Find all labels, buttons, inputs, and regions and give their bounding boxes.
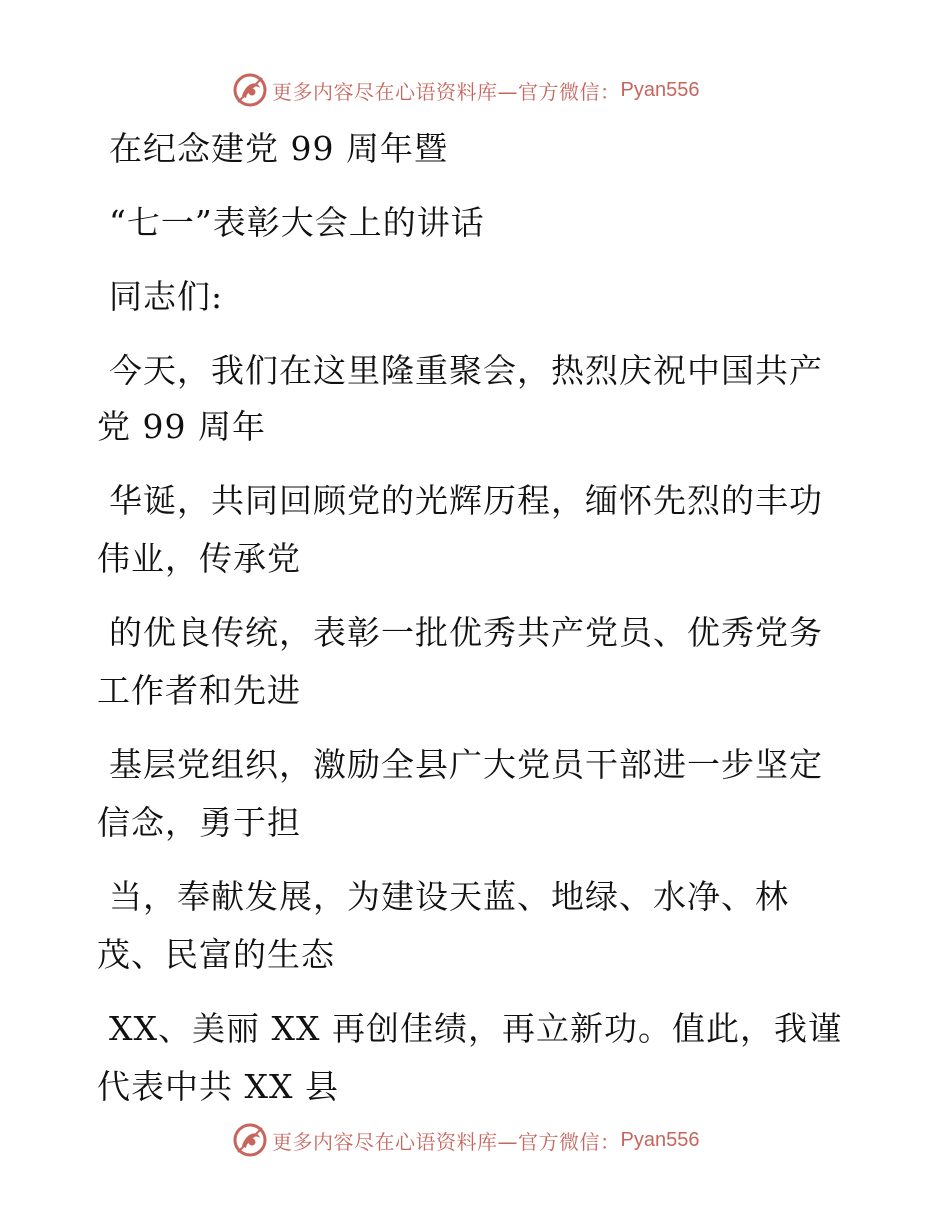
doc-line-13: XX、美丽 XX 再创佳绩，再立新功。值此，我谨 bbox=[109, 1009, 842, 1048]
banner-wechat-id: Pyan556 bbox=[620, 1128, 700, 1151]
doc-line-5: 华诞，共同回顾党的光辉历程，缅怀先烈的丰功 bbox=[109, 481, 823, 520]
banner-wechat-id: Pyan556 bbox=[620, 78, 700, 101]
red-swirl-logo-icon bbox=[232, 1122, 268, 1158]
banner-text: 更多内容尽在心语资料库—官方微信： bbox=[272, 1129, 621, 1154]
doc-line-9: 基层党组织，激励全县广大党员干部进一步坚定 bbox=[109, 745, 823, 784]
doc-line-10: 信念，勇于担 bbox=[97, 803, 301, 842]
doc-line-8: 工作者和先进 bbox=[97, 671, 301, 710]
doc-line-14: 代表中共 XX 县 bbox=[97, 1067, 339, 1106]
doc-line-salutation: 同志们: bbox=[109, 277, 224, 316]
doc-line-3: 今天，我们在这里隆重聚会，热烈庆祝中国共产 bbox=[109, 351, 823, 390]
red-swirl-logo-icon bbox=[232, 72, 268, 108]
doc-line-title-2: “七一”表彰大会上的讲话 bbox=[109, 203, 485, 242]
doc-line-title-1: 在纪念建党 99 周年暨 bbox=[109, 129, 448, 168]
header-banner[interactable] bbox=[232, 70, 699, 110]
doc-line-4: 党 99 周年 bbox=[97, 407, 266, 446]
footer-banner[interactable] bbox=[232, 1120, 699, 1160]
doc-line-12: 茂、民富的生态 bbox=[97, 935, 335, 974]
doc-line-11: 当，奉献发展，为建设天蓝、地绿、水净、林 bbox=[109, 877, 789, 916]
banner-text: 更多内容尽在心语资料库—官方微信： bbox=[272, 79, 621, 104]
doc-line-6: 伟业，传承党 bbox=[97, 539, 301, 578]
doc-line-7: 的优良传统，表彰一批优秀共产党员、优秀党务 bbox=[109, 613, 823, 652]
